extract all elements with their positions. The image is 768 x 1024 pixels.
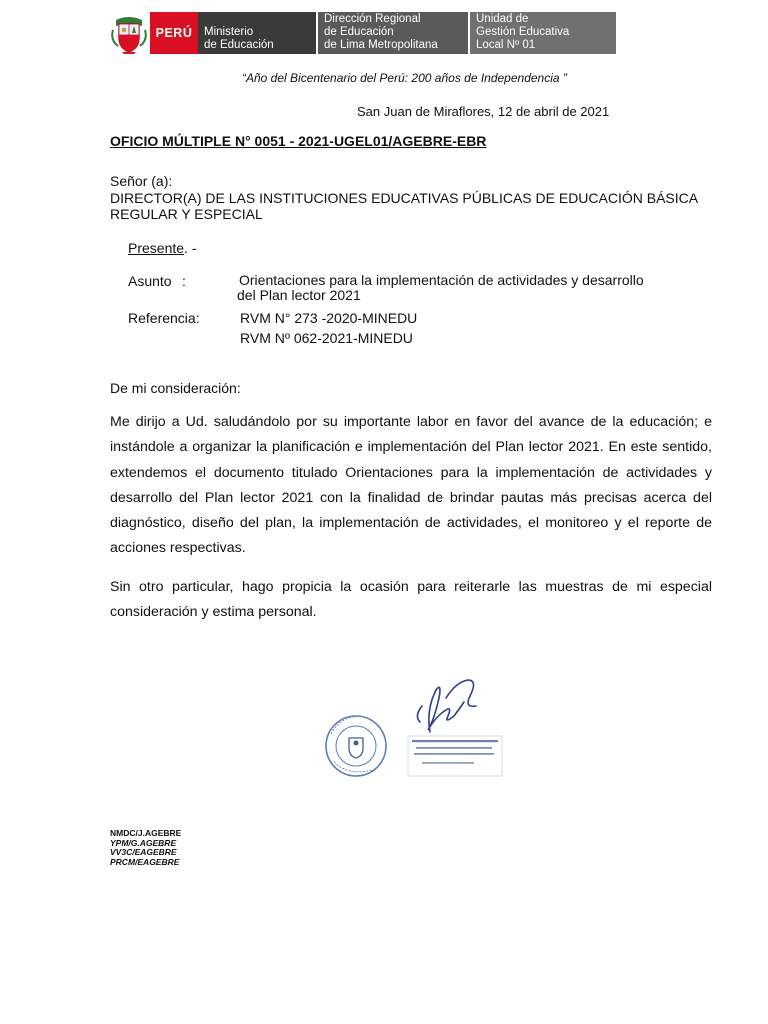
asunto-label: Asunto [128,273,172,289]
initials-line-1: NMDC/J.AGEBRE [110,828,182,838]
presente-line [128,240,197,256]
handwritten-signature-icon [417,680,476,732]
body-paragraph-1: Me dirijo a Ud. saludándolo por su importante labor en favor del avance de la educación; e instándole a organizar la planificación e implementación del Plan lector 2021. En este sentido, extendemos el documento titulado Orientaciones para la implementación de actividades y desarrollo del Plan lector 2021 con la finalidad de brindar pautas más precisas acerca del diagnóstico, diseño del plan, la implementación de actividades, el monitoreo y el reporte de acciones respectivas. [110,414,712,557]
initials-line-3: VV3C/EAGEBRE [110,847,177,858]
year-motto: “Año del Bicentenario del Perú: 200 años de Independencia ” [242,71,567,85]
name-stamp-icon [408,736,502,776]
recipient-salutation: Señor (a): [110,173,173,189]
referencia-item-2: RVM Nº 062-2021-MINEDU [240,330,413,346]
asunto-line-2: del Plan lector 2021 [237,287,361,303]
initials-line-2: YPM/G.AGEBRE [110,837,177,848]
greeting: De mi consideración: [110,380,241,396]
referencia-label: Referencia: [128,310,200,326]
presente-suffix: . - [184,240,197,256]
presente-word: Presente [128,240,185,256]
body-paragraph-2: Sin otro particular, hago propicia la ocasión para reiterarle las muestras de mi especial consideración y estima personal. [110,579,712,621]
recipient-title: DIRECTOR(A) DE LAS INSTITUCIONES EDUCATIVAS PÚBLICAS DE EDUCACIÓN BÁSICA REGULAR Y ESPECIAL [110,190,698,222]
ugel-label: Unidad de Gestión Educativa Local Nº 01 [470,12,616,54]
official-seal-icon [326,716,386,776]
signature-block [318,676,508,786]
place-date: San Juan de Miraflores, 12 de abril de 2021 [357,104,610,119]
header-banner [110,12,616,54]
referencia-item-1: RVM N° 273 -2020-MINEDU [240,310,418,326]
drafter-initials [110,829,181,867]
signature-stamp-graphic [318,676,508,786]
oficio-title: OFICIO MÚLTIPLE N° 0051 - 2021-UGEL01/AGEBRE-EBR [110,133,487,149]
dre-label: Dirección Regional de Educación de Lima Metropolitana [318,12,468,54]
initials-line-4: PRCM/EAGEBRE [110,856,180,867]
asunto-colon: : [182,273,186,289]
peru-coat-of-arms-icon [110,12,148,54]
asunto-text [239,273,719,303]
asunto-line-1: Orientaciones para la implementación de actividades y desarrollo [239,272,644,288]
ministry-label: Ministerio de Educación [198,12,316,54]
peru-label: PERÚ [150,12,198,54]
